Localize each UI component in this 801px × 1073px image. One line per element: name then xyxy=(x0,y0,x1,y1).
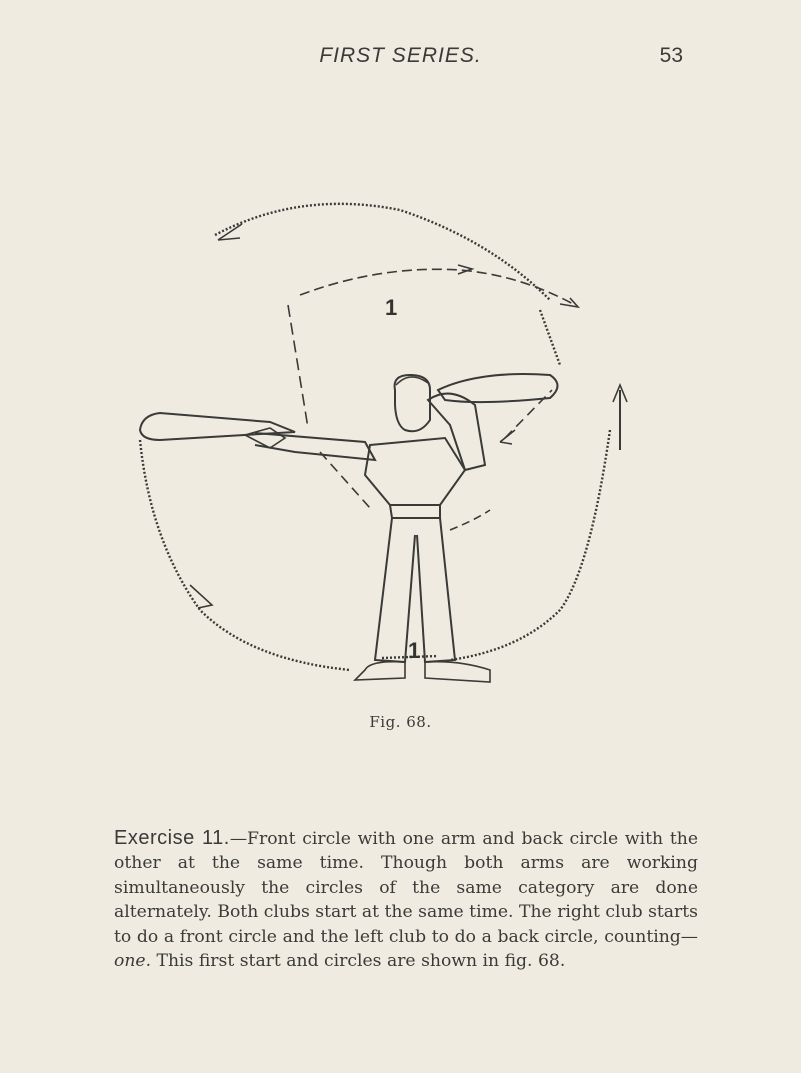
exercise-heading: Exercise 11. xyxy=(114,827,230,849)
left-arrowhead xyxy=(190,585,212,608)
lower-dash-right xyxy=(450,510,490,530)
figure-caption: Fig. 68. xyxy=(369,713,432,731)
head xyxy=(395,375,430,431)
dashed-left-descent xyxy=(288,305,308,428)
figure-illustration xyxy=(120,190,660,715)
left-club xyxy=(140,413,295,440)
count-emphasis: one. xyxy=(114,951,152,972)
club-exercise-diagram xyxy=(120,190,660,715)
dotted-right-descent xyxy=(540,310,560,365)
page-number: 53 xyxy=(659,44,683,67)
paragraph-text-1: —Front circle with one arm and back circle with the other at the same time. Though both arms are working simultaneously the circles of the same category are done alternately. Both clubs start at the same time. The right club starts to do a front circle and the left club to do a back circle, counting— xyxy=(114,829,698,947)
right-leg xyxy=(417,518,455,662)
page-header xyxy=(0,44,801,74)
torso xyxy=(365,438,465,505)
right-club xyxy=(438,374,558,402)
running-title: FIRST SERIES. xyxy=(319,44,482,67)
right-lower-dotted-arc xyxy=(450,430,610,660)
right-arm-raised xyxy=(428,394,485,470)
paragraph-text-2: This first start and circles are shown in fig. 68. xyxy=(151,951,566,972)
right-arm-dashes xyxy=(505,390,552,438)
dashed-arc-top xyxy=(300,269,575,305)
left-lower-dotted-arc xyxy=(140,440,350,670)
inner-left-dashes xyxy=(320,452,370,508)
right-arm-arrowhead xyxy=(500,430,515,444)
exercise-paragraph xyxy=(114,826,698,973)
figure-number-top: 1 xyxy=(385,295,398,320)
outer-dotted-arc xyxy=(215,204,550,300)
waist-band xyxy=(390,505,440,518)
figure-number-bottom: 1 xyxy=(408,638,421,663)
dash-arrow-middle xyxy=(458,265,472,274)
left-foot xyxy=(355,662,405,680)
left-hand xyxy=(245,428,285,448)
right-foot xyxy=(425,662,490,682)
